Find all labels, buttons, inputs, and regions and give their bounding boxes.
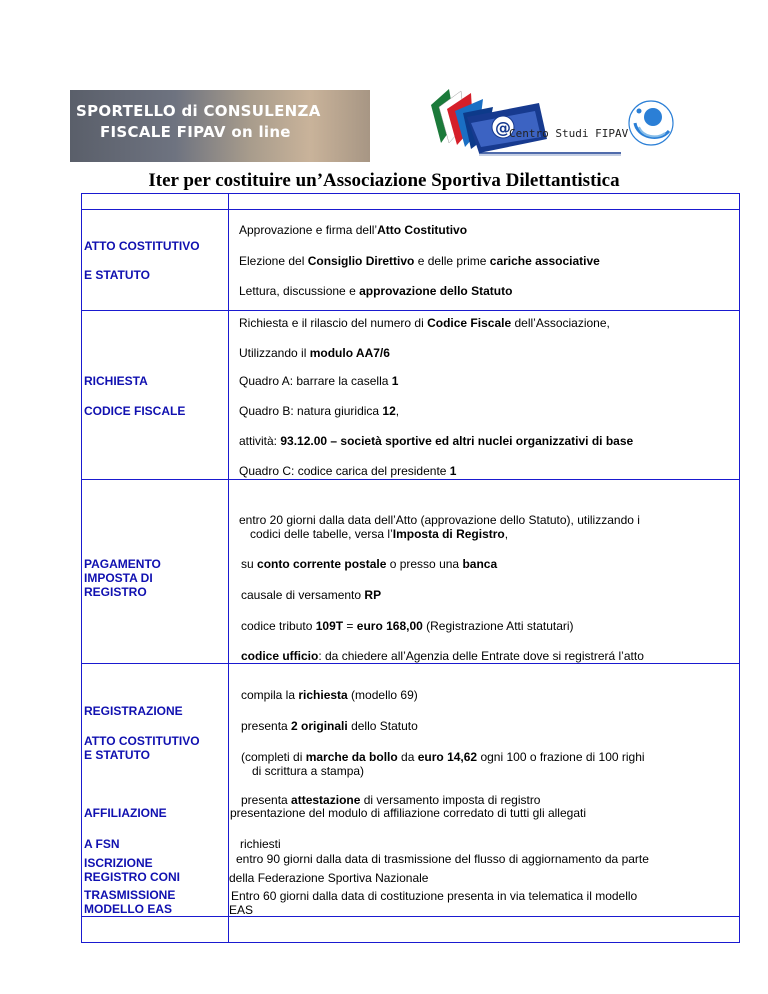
affiliazione-line2: richiesti [240, 837, 281, 851]
imposta-line1b: codici delle tabelle, versa l’Imposta di Registro, [250, 527, 509, 541]
atto-line3: Lettura, discussione e approvazione dello Statuto [239, 284, 513, 298]
label-affiliazione-1: AFFILIAZIONE [84, 806, 167, 820]
label-eas-2: MODELLO EAS [84, 902, 173, 916]
label-coni-2: REGISTRO CONI [84, 870, 181, 884]
codice-line4: Quadro B: natura giuridica 12, [239, 404, 400, 418]
label-codice-2: CODICE FISCALE [84, 404, 186, 418]
registrazione-line1: compila la richiesta (modello 69) [241, 688, 418, 702]
coni-line1: entro 90 giorni dalla data di trasmissione del flusso di aggiornamento da parte [236, 852, 649, 866]
imposta-line3: causale di versamento RP [241, 588, 382, 602]
logo-text: Centro Studi FIPAV [509, 127, 629, 140]
registrazione-line3b: di scrittura a stampa) [252, 764, 365, 778]
label-atto-2: E STATUTO [84, 268, 150, 282]
page-title: Iter per costituire un’Associazione Sportiva Dilettantistica [148, 170, 620, 191]
atto-line1: Approvazione e firma dell’Atto Costitutivo [239, 223, 468, 237]
codice-line3: Quadro A: barrare la casella 1 [239, 374, 399, 388]
books-logo-icon [371, 83, 681, 163]
label-imposta-2: IMPOSTA DI [84, 571, 153, 585]
registrazione-line4: presenta attestazione di versamento imposta di registro [241, 793, 541, 807]
label-eas-1: TRASMISSIONE [84, 888, 176, 902]
atto-line2: Elezione del Consiglio Direttivo e delle prime cariche associative [239, 254, 600, 268]
banner-line1: SPORTELLO di CONSULENZA [76, 102, 321, 120]
fipav-icon [629, 101, 673, 145]
codice-line6: Quadro C: codice carica del presidente 1 [239, 464, 457, 478]
registrazione-line3a: (completi di marche da bollo da euro 14,62 ogni 100 o frazione di 100 righi [241, 750, 645, 764]
codice-line1: Richiesta e il rilascio del numero di Codice Fiscale dell’Associazione, [239, 316, 610, 330]
label-imposta-3: REGISTRO [84, 585, 147, 599]
codice-line2: Utilizzando il modulo AA7/6 [239, 346, 390, 360]
imposta-line4: codice tributo 109T = euro 168,00 (Registrazione Atti statutari) [241, 619, 574, 633]
imposta-line1a: entro 20 giorni dalla data dell’Atto (approvazione dello Statuto), utilizzando i [239, 513, 640, 527]
logo-at-text: @ [495, 118, 511, 137]
label-coni-1: ISCRIZIONE [84, 856, 153, 870]
codice-line5: attività: 93.12.00 – società sportive ed altri nuclei organizzativi di base [239, 434, 634, 448]
registrazione-line2: presenta 2 originali dello Statuto [241, 719, 418, 733]
affiliazione-line1: presentazione del modulo di affiliazione corredato di tutti gli allegati [230, 806, 586, 820]
imposta-line5: codice ufficio: da chiedere all’Agenzia delle Entrate dove si registrerá l’atto [241, 649, 644, 663]
label-affiliazione-2: A FSN [84, 837, 120, 851]
eas-line2: EAS [229, 903, 254, 917]
eas-line1: Entro 60 giorni dalla data di costituzione presenta in via telematica il modello [231, 889, 638, 903]
label-atto-1: ATTO COSTITUTIVO [84, 239, 200, 253]
label-registrazione-2: ATTO COSTITUTIVO [84, 734, 200, 748]
label-imposta-1: PAGAMENTO [84, 557, 161, 571]
sportello-banner [70, 90, 370, 162]
centro-studi-logo [371, 83, 681, 163]
label-codice-1: RICHIESTA [84, 374, 148, 388]
label-registrazione-1: REGISTRAZIONE [84, 704, 183, 718]
coni-line2: della Federazione Sportiva Nazionale [229, 871, 429, 885]
banner-line2: FISCALE FIPAV on line [100, 123, 291, 141]
imposta-line2: su conto corrente postale o presso una banca [241, 557, 498, 571]
label-registrazione-3: E STATUTO [84, 748, 150, 762]
